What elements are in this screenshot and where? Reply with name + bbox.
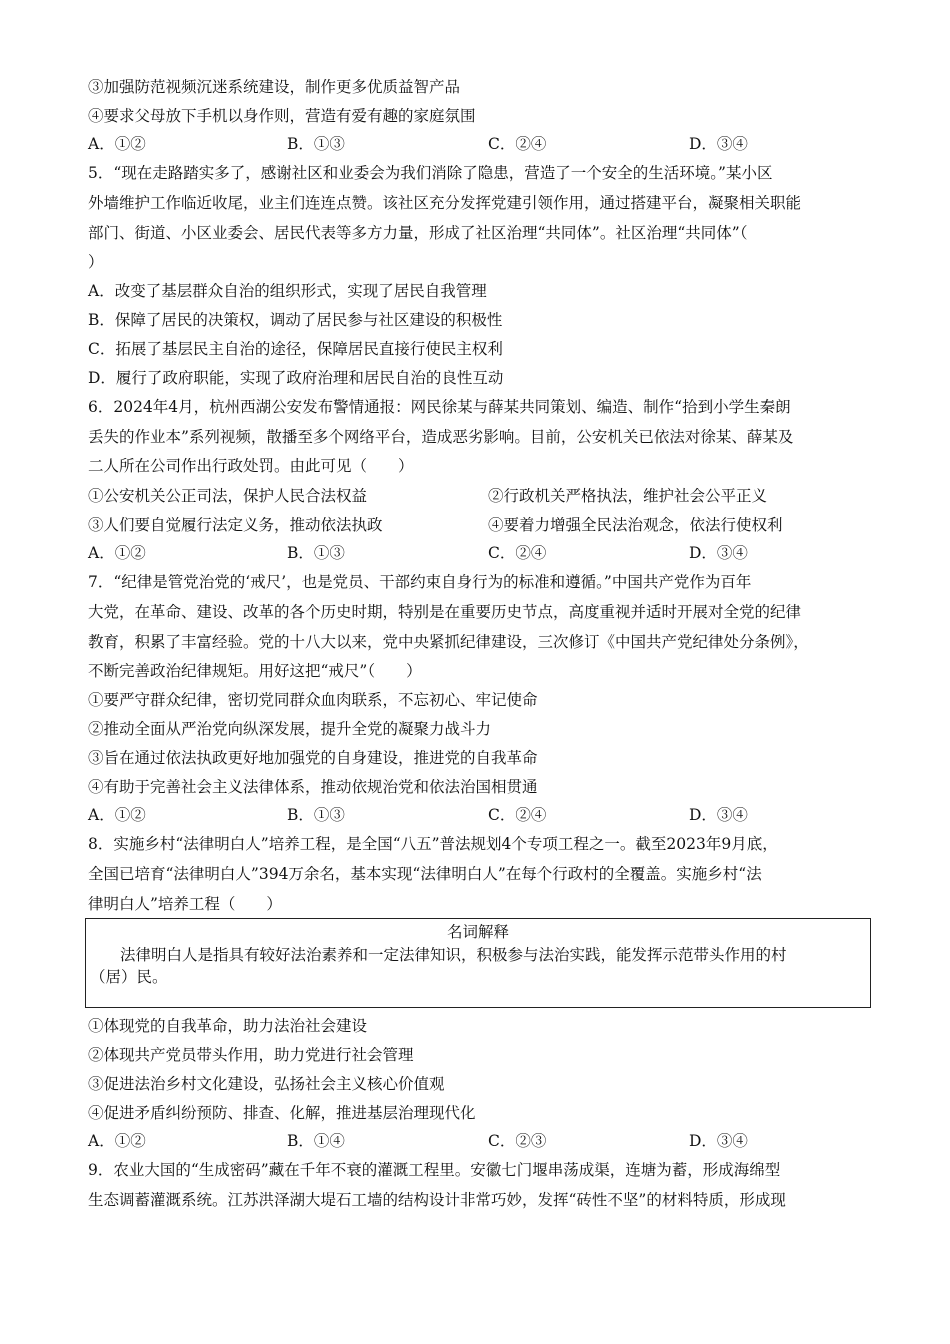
q4-option-c: C．②④ [488,135,547,153]
q4-statement-4: ④要求父母放下手机以身作则，营造有爱有趣的家庭氛围 [88,107,476,125]
q7-stem-line: 大党，在革命、建设、改革的各个历史时期，特别是在重要历史节点，高度重视并适时开展对全党的纪律 [88,603,802,621]
q7-stem-line: 不断完善政治纪律规矩。用好这把“戒尺”（ ） [88,662,422,680]
q6-option-c: C．②④ [488,544,547,562]
q5-stem-line: 5．“现在走路踏实多了，感谢社区和业委会为我们消除了隐患，营造了一个安全的生活环境。”某小区 [88,164,773,182]
q8-stem-line: 8．实施乡村“法律明白人”培养工程，是全国“八五”普法规划4个专项工程之一。截至2023年9月底， [88,835,778,853]
q7-statement-1: ①要严守群众纪律，密切党同群众血肉联系，不忘初心、牢记使命 [88,691,538,709]
q8-statement-4: ④促进矛盾纠纷预防、排查、化解，推进基层治理现代化 [88,1104,476,1122]
q7-stem-line: 7．“纪律是管党治党的‘戒尺’，也是党员、干部约束自身行为的标准和遵循。”中国共产党作为百年 [88,573,752,591]
q8-option-d: D．③④ [689,1132,748,1150]
q9-stem-line: 9．农业大国的“生成密码”藏在千年不衰的灌溉工程里。安徽七门堰串荡成渠，连塘为蓄，形成海绵型 [88,1161,781,1179]
definition-box-title: 名词解释 [446,923,509,941]
definition-box [85,918,871,1008]
q7-stem-line: 教育，积累了丰富经验。党的十八大以来，党中央紧抓纪律建设，三次修订《中国共产党纪律处分条例》， [88,633,809,651]
q6-statement-1: ①公安机关公正司法，保护人民合法权益 [88,487,368,505]
q8-statement-2: ②体现共产党员带头作用，助力党进行社会管理 [88,1046,414,1064]
q5-option-c: C．拓展了基层民主自治的途径，保障居民直接行使民主权利 [88,340,503,358]
q6-option-a: A．①② [88,544,146,562]
q5-stem-line: ） [88,253,104,271]
q4-option-a: A．①② [88,135,146,153]
q7-statement-4: ④有助于完善社会主义法律体系，推动依规治党和依法治国相贯通 [88,778,538,796]
q9-stem-line: 生态调蓄灌溉系统。江苏洪泽湖大堤石工墙的结构设计非常巧妙，发挥“砖性不坚”的材料特质，形成现 [88,1191,786,1209]
q7-option-a: A．①② [88,806,146,824]
q5-option-b: B．保障了居民的决策权，调动了居民参与社区建设的积极性 [88,311,503,329]
q8-stem-line: 律明白人”培养工程（ ） [88,895,282,913]
q8-option-a: A．①② [88,1132,146,1150]
q4-statement-3: ③加强防范视频沉迷系统建设，制作更多优质益智产品 [88,78,461,96]
q7-option-b: B．①③ [287,806,345,824]
q6-stem-line: 二人所在公司作出行政处罚。由此可见（ ） [88,457,414,475]
definition-box-text: 法律明白人是指具有较好法治素养和一定法律知识，积极参与法治实践，能发挥示范带头作用的村 [120,946,787,964]
q7-statement-2: ②推动全面从严治党向纵深发展，提升全党的凝聚力战斗力 [88,720,492,738]
q4-option-d: D．③④ [689,135,748,153]
q6-option-b: B．①③ [287,544,345,562]
q7-statement-3: ③旨在通过依法执政更好地加强党的自身建设，推进党的自我革命 [88,749,538,767]
q6-statement-3: ③人们要自觉履行法定义务，推动依法执政 [88,516,383,534]
q8-option-b: B．①④ [287,1132,345,1150]
q8-option-c: C．②③ [488,1132,547,1150]
q7-option-c: C．②④ [488,806,547,824]
q6-statement-4: ④要着力增强全民法治观念，依法行使权利 [488,516,783,534]
q6-option-d: D．③④ [689,544,748,562]
q5-stem-line: 部门、街道、小区业委会、居民代表等多方力量，形成了社区治理“共同体”。社区治理“共同体”（ [88,224,748,242]
q8-stem-line: 全国已培育“法律明白人”394万余名，基本实现“法律明白人”在每个行政村的全覆盖。实施乡村“法 [88,865,762,883]
q6-stem-line: 丢失的作业本”系列视频，散播至多个网络平台，造成恶劣影响。目前，公安机关已依法对徐某、薛某及 [88,428,794,446]
q5-option-d: D．履行了政府职能，实现了政府治理和居民自治的良性互动 [88,369,504,387]
q4-option-b: B．①③ [287,135,345,153]
q7-option-d: D．③④ [689,806,748,824]
q8-statement-3: ③促进法治乡村文化建设，弘扬社会主义核心价值观 [88,1075,445,1093]
definition-box-text: （居）民。 [90,968,168,986]
q5-option-a: A．改变了基层群众自治的组织形式，实现了居民自我管理 [88,282,487,300]
q6-stem-line: 6．2024年4月，杭州西湖公安发布警情通报：网民徐某与薛某共同策划、编造、制作“拾到小学生秦朗 [88,398,791,416]
q5-stem-line: 外墙维护工作临近收尾，业主们连连点赞。该社区充分发挥党建引领作用，通过搭建平台，凝聚相关职能 [88,194,802,212]
q6-statement-2: ②行政机关严格执法，维护社会公平正义 [488,487,768,505]
q8-statement-1: ①体现党的自我革命，助力法治社会建设 [88,1017,368,1035]
